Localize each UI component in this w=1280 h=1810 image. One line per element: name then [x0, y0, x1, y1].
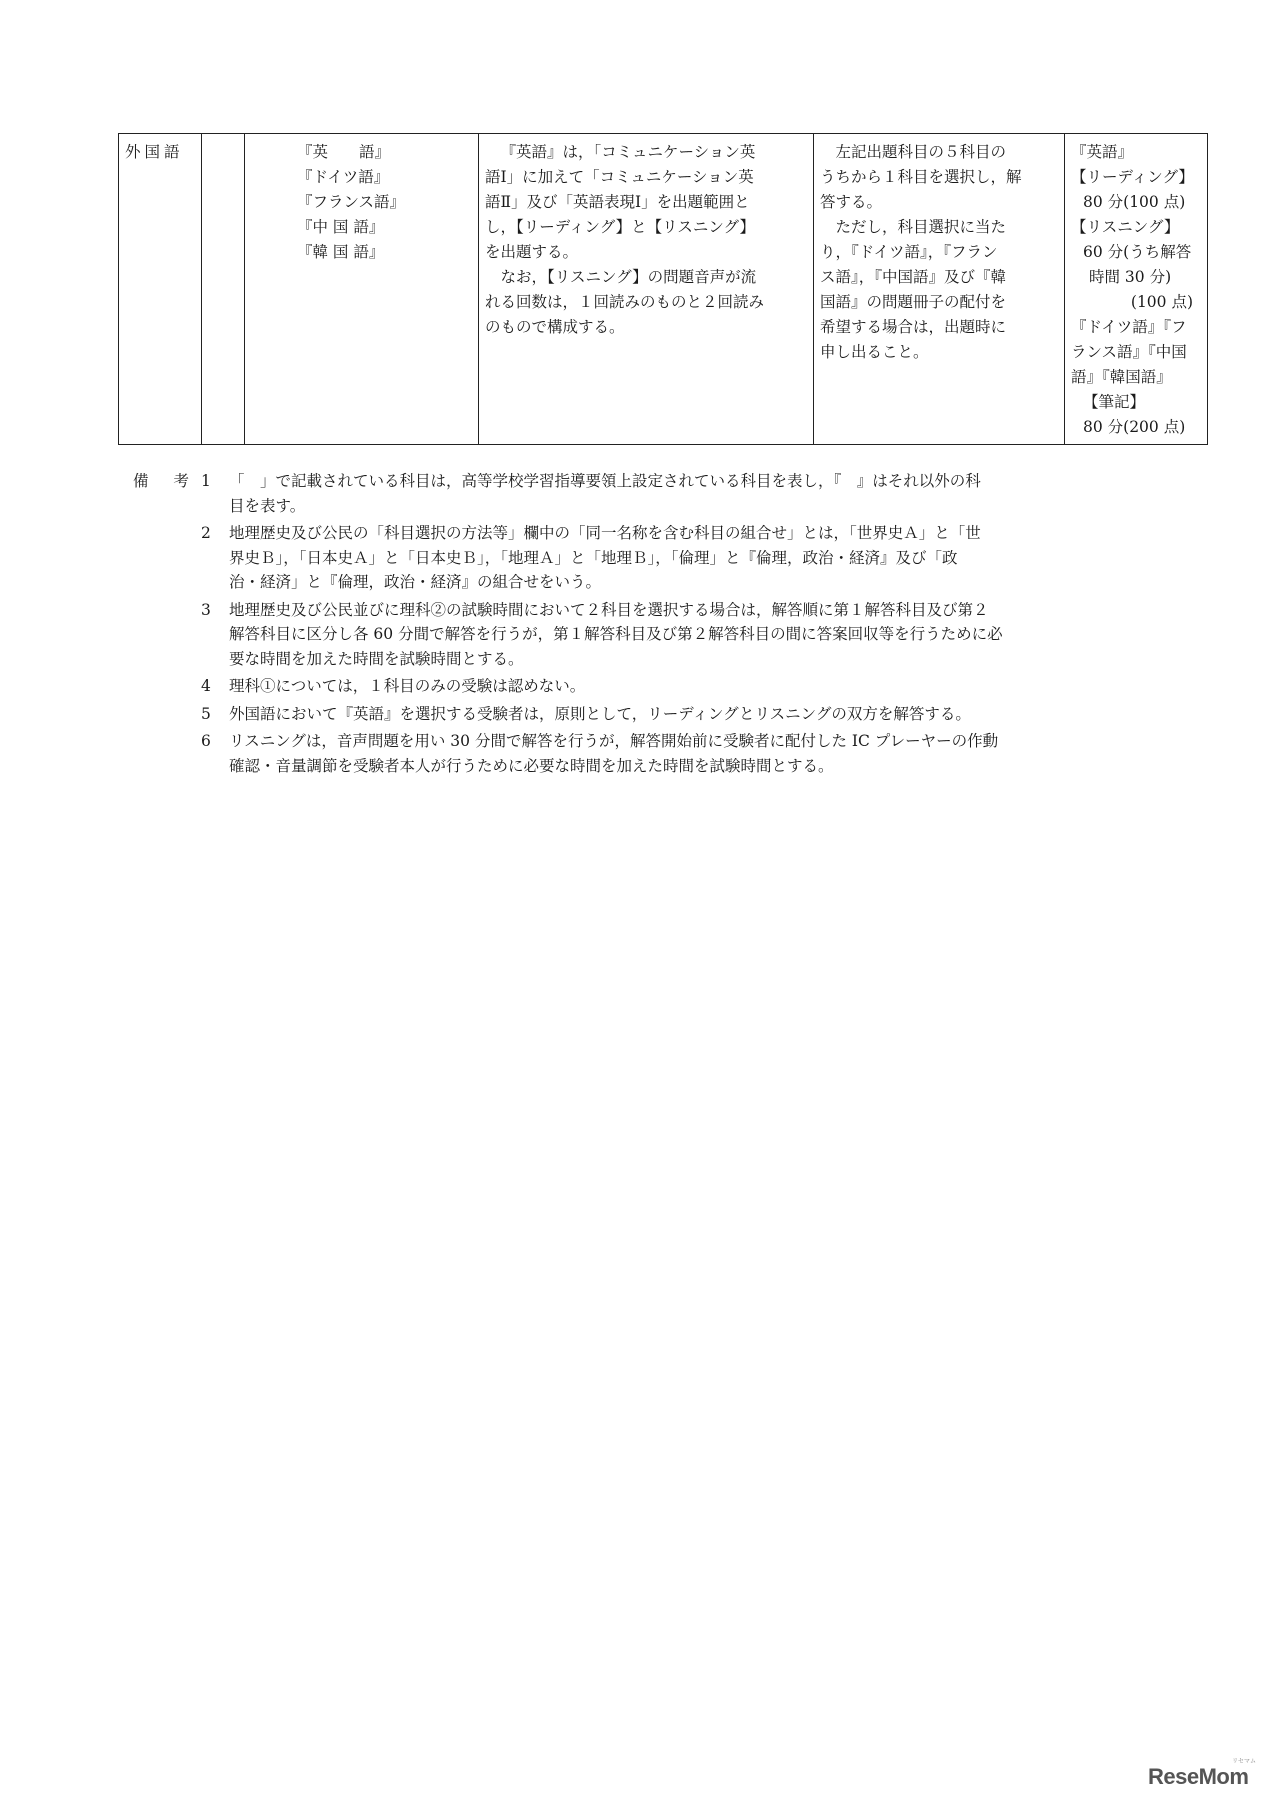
time-cell: [1065, 134, 1208, 445]
subjects-cell: [245, 134, 479, 445]
content-line: 『英語』は，「コミュニケーション英: [500, 143, 756, 161]
note-line: 地理歴史及び公民の「科目選択の方法等」欄中の「同一名称を含む科目の組合せ」とは，「世界史Ａ」と「世: [229, 524, 981, 542]
note-item: [133, 729, 1163, 778]
note-line: 界史Ｂ」，「日本史Ａ」と「日本史Ｂ」，「地理Ａ」と「地理Ｂ」，「倫理」と『倫理，政治・経済』及び「政: [229, 548, 958, 567]
time-line: 【筆記】: [1083, 393, 1146, 411]
method-line: 希望する場合は，出題時に: [820, 318, 1007, 336]
subject-chinese: 『中 国 語』: [297, 218, 385, 236]
note-line: 治・経済」と『倫理，政治・経済』の組合せをいう。: [229, 573, 602, 591]
content-line: 語Ⅱ」及び「英語表現Ⅰ」を出題範囲と: [485, 193, 750, 211]
notes-section: [133, 466, 1163, 778]
table-row: [119, 134, 1208, 445]
note-item: [133, 674, 1163, 699]
method-cell: [814, 134, 1065, 445]
content-cell: [479, 134, 814, 445]
note-body: [229, 729, 1163, 778]
time-line: (100 点): [1130, 293, 1193, 311]
time-line: 『英語』: [1071, 143, 1134, 161]
method-line: ただし，科目選択に当た: [835, 218, 1007, 236]
content-line: 語Ⅰ」に加えて「コミュニケーション英: [485, 168, 754, 186]
time-line: 【リスニング】: [1071, 218, 1180, 236]
logo-text: ReseMom: [1148, 1764, 1249, 1789]
note-line: 地理歴史及び公民並びに理科②の試験時間において２科目を選択する場合は，解答順に第１解答科目及び第２: [229, 600, 989, 619]
note-line: 理科①については，１科目のみの受験は認めない。: [229, 677, 586, 695]
note-body: [229, 598, 1163, 672]
note-item: [133, 598, 1163, 672]
subject-category-cell: [119, 134, 202, 445]
note-item: [133, 521, 1163, 595]
method-line: 国語』の問題冊子の配付を: [820, 293, 1007, 311]
time-line: 60 分(うち解答: [1083, 243, 1192, 261]
subject-french: 『フランス語』: [297, 193, 406, 211]
method-line: 答する。: [820, 193, 883, 211]
note-line: 外国語において『英語』を選択する受験者は，原則として，リーディングとリスニングの双方を解答する。: [229, 704, 971, 723]
note-line: 「 」で記載されている科目は，高等学校学習指導要領上設定されている科目を表し，『 』はそれ以外の科: [229, 472, 981, 490]
content-line: のもので構成する。: [485, 318, 625, 336]
note-item: [133, 469, 1163, 518]
subject-category: 外国語: [125, 143, 184, 161]
note-number: 1: [201, 472, 211, 490]
content-line: し，【リーディング】と【リスニング】: [485, 218, 756, 236]
method-line: 申し出ること。: [820, 343, 929, 361]
method-line: うちから１科目を選択し，解: [820, 168, 1022, 186]
note-number: 4: [201, 677, 211, 695]
subject-english: 『英 語』: [297, 143, 391, 161]
empty-cell: [202, 134, 245, 445]
note-item: [133, 702, 1163, 727]
note-line: 目を表す。: [229, 496, 306, 515]
logo-small-text: リセマム: [1232, 1759, 1256, 1765]
content-line: れる回数は，１回読みのものと２回読み: [485, 293, 765, 311]
time-line: ランス語』『中国: [1071, 343, 1187, 361]
note-number: 3: [201, 600, 211, 619]
time-line: 『ドイツ語』『フ: [1071, 318, 1187, 336]
time-line: 【リーディング】: [1071, 168, 1194, 186]
time-line: 80 分(100 点): [1083, 193, 1186, 211]
resemom-logo: [1148, 1759, 1258, 1794]
content-line: なお，【リスニング】の問題音声が流: [500, 268, 757, 286]
note-line: 解答科目に区分し各 60 分間で解答を行うが，第１解答科目及び第２解答科目の間に答案回収等を行うために必: [229, 625, 1003, 643]
note-number: 2: [201, 524, 211, 542]
note-body: [229, 702, 1163, 727]
time-line: 80 分(200 点): [1083, 418, 1186, 436]
method-line: り，『ドイツ語』，『フラン: [820, 243, 998, 261]
note-line: 要な時間を加えた時間を試験時間とする。: [229, 649, 524, 668]
subject-korean: 『韓 国 語』: [297, 243, 385, 261]
note-body: [229, 521, 1163, 595]
method-line: 左記出題科目の５科目の: [835, 143, 1007, 161]
note-line: リスニングは，音声問題を用い 30 分間で解答を行うが，解答開始前に受験者に配付した IC プレーヤーの作動: [229, 732, 999, 750]
time-line: 語』『韓国語』: [1071, 368, 1172, 386]
note-line: 確認・音量調節を受験者本人が行うために必要な時間を加えた時間を試験時間とする。: [229, 756, 834, 775]
note-body: [229, 469, 1163, 518]
note-number: 6: [201, 732, 211, 750]
exam-table: [118, 133, 1208, 445]
note-number: 5: [201, 704, 211, 723]
time-line: 時間 30 分): [1089, 268, 1172, 286]
content-line: を出題する。: [485, 243, 579, 261]
subject-german: 『ドイツ語』: [297, 168, 390, 186]
notes-label: 備 考: [133, 472, 199, 490]
note-body: [229, 674, 1163, 699]
method-line: ス語』，『中国語』及び『韓: [820, 268, 1007, 286]
